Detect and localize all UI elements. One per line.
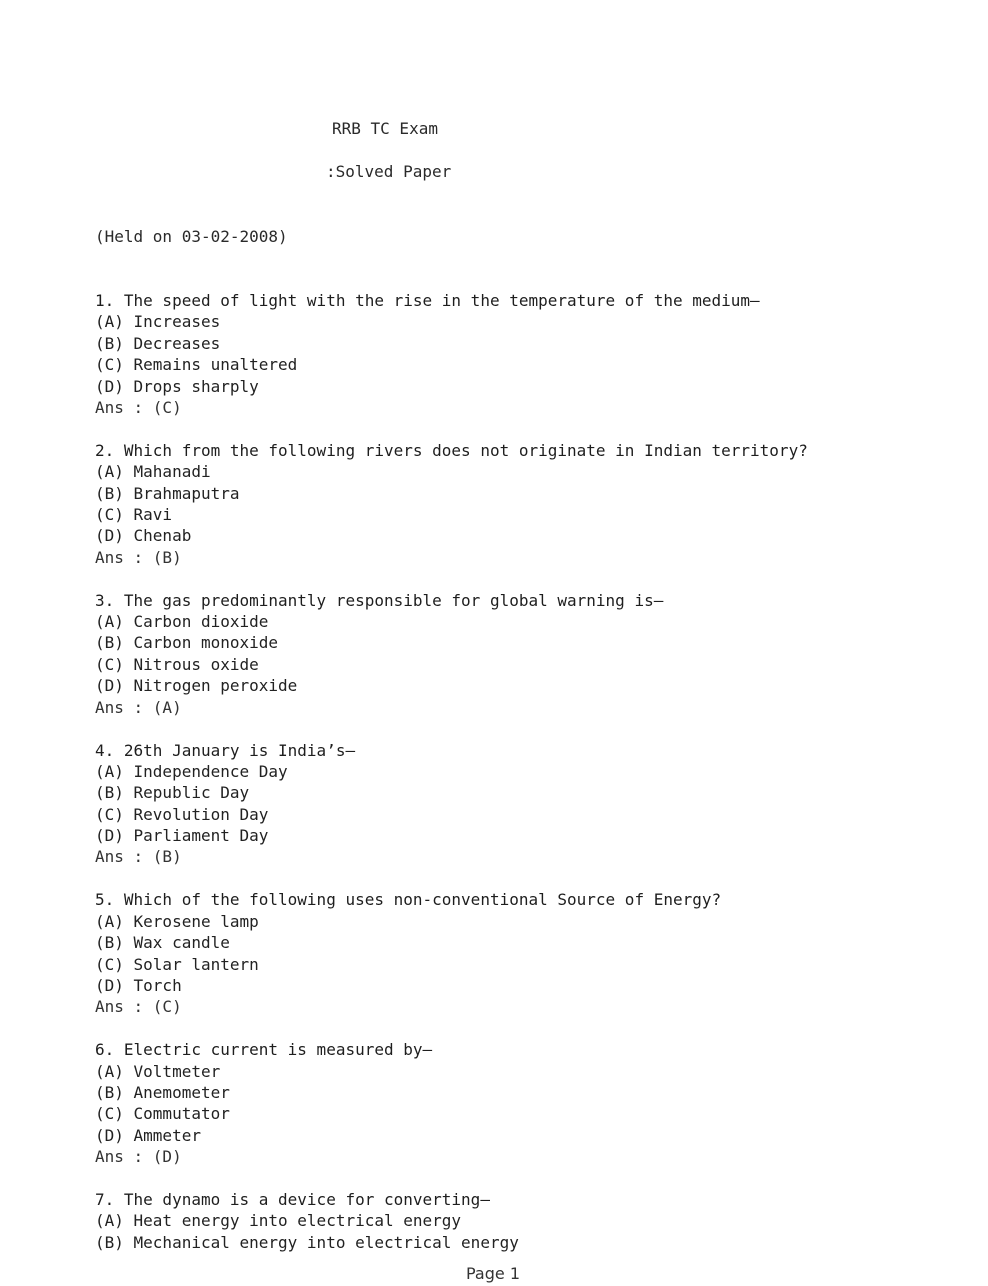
question-text: 2. Which from the following rivers does not originate in Indian territory? [95,440,808,460]
option-c: (C) Ravi [95,505,173,525]
option-a: (A) Voltmeter [95,1061,221,1081]
question-item [95,590,955,718]
option-d: (D) Drops sharply [95,376,259,396]
question-text: 1. The speed of light with the rise in the temperature of the medium— [95,291,760,310]
answer: Ans : (B) [95,847,182,867]
option-d: (D) Ammeter [95,1125,201,1145]
option-d: (D) Chenab [95,526,192,546]
question-item [95,440,955,568]
question-text: 4. 26th January is India’s— [95,740,356,760]
question-list [95,290,955,1275]
option-b: (B) Brahmaputra [95,483,240,503]
question-item [95,290,955,418]
option-a: (A) Kerosene lamp [95,911,259,931]
option-b: (B) Mechanical energy into electrical energy [95,1232,519,1252]
option-c: (C) Commutator [95,1104,230,1124]
exam-date: (Held on 03-02-2008) [95,227,288,246]
option-b: (B) Republic Day [95,783,250,803]
question-item [95,1039,955,1167]
option-b: (B) Carbon monoxide [95,633,279,653]
option-b: (B) Wax candle [95,933,230,953]
option-a: (A) Increases [95,312,221,332]
option-c: (C) Remains unaltered [95,355,298,375]
page-number: Page 1 [466,1264,520,1283]
question-item [95,889,955,1017]
question-text: 6. Electric current is measured by— [95,1040,433,1060]
answer: Ans : (C) [95,997,182,1017]
option-d: (D) Nitrogen peroxide [95,676,298,696]
document-subtitle: :Solved Paper [326,162,452,181]
option-d: (D) Torch [95,975,182,995]
answer: Ans : (A) [95,697,182,717]
question-text: 3. The gas predominantly responsible for global warning is— [95,590,664,610]
option-c: (C) Solar lantern [95,954,259,974]
question-item [95,1189,955,1253]
option-a: (A) Independence Day [95,761,288,781]
answer: Ans : (B) [95,547,182,567]
question-text: 5. Which of the following uses non-conventional Source of Energy? [95,890,722,910]
option-c: (C) Revolution Day [95,804,269,824]
document-title: RRB TC Exam [332,119,438,138]
option-a: (A) Carbon dioxide [95,612,269,632]
option-a: (A) Mahanadi [95,462,211,482]
option-a: (A) Heat energy into electrical energy [95,1211,462,1231]
question-item [95,740,955,868]
option-c: (C) Nitrous oxide [95,654,259,674]
answer: Ans : (D) [95,1147,182,1167]
option-b: (B) Anemometer [95,1083,230,1102]
option-b: (B) Decreases [95,333,221,353]
answer: Ans : (C) [95,397,182,417]
option-d: (D) Parliament Day [95,826,269,846]
question-text: 7. The dynamo is a device for converting— [95,1190,490,1210]
